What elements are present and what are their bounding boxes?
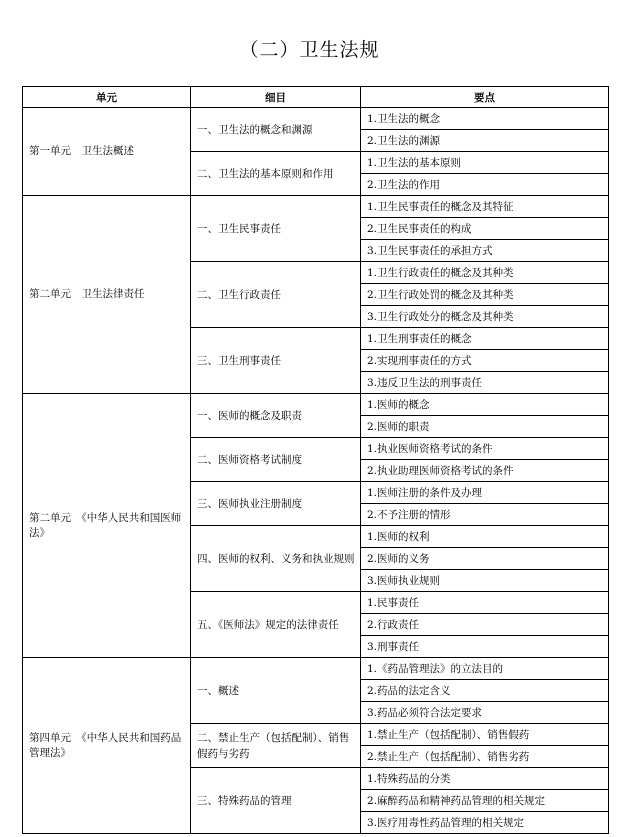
point-cell: 1.卫生法的概念	[361, 108, 609, 130]
point-cell: 1.医师的权利	[361, 526, 609, 548]
point-cell: 3.刑事责任	[361, 636, 609, 658]
point-cell: 2.行政责任	[361, 614, 609, 636]
table-header-row	[23, 87, 609, 108]
item-cell: 一、卫生民事责任	[191, 196, 361, 262]
point-cell: 1.执业医师资格考试的条件	[361, 438, 609, 460]
point-cell: 3.卫生民事责任的承担方式	[361, 240, 609, 262]
point-cell: 2.卫生法的作用	[361, 174, 609, 196]
item-cell: 三、卫生刑事责任	[191, 328, 361, 394]
point-cell: 1.医师注册的条件及办理	[361, 482, 609, 504]
unit-cell: 第一单元 卫生法概述	[23, 108, 191, 196]
point-cell: 2.禁止生产（包括配制）、销售劣药	[361, 746, 609, 768]
table-row	[23, 658, 609, 680]
point-cell: 2.麻醉药品和精神药品管理的相关规定	[361, 790, 609, 812]
point-cell: 2.卫生民事责任的构成	[361, 218, 609, 240]
unit-cell: 第二单元 《中华人民共和国医师法》	[23, 394, 191, 658]
point-cell: 1.卫生行政责任的概念及其种类	[361, 262, 609, 284]
item-cell: 二、禁止生产（包括配制）、销售假药与劣药	[191, 724, 361, 768]
point-cell: 2.实现刑事责任的方式	[361, 350, 609, 372]
point-cell: 1.医师的概念	[361, 394, 609, 416]
item-cell: 三、特殊药品的管理	[191, 768, 361, 834]
point-cell: 2.不予注册的情形	[361, 504, 609, 526]
point-cell: 1.卫生法的基本原则	[361, 152, 609, 174]
point-cell: 1.民事责任	[361, 592, 609, 614]
page-title: （二）卫生法规	[239, 39, 380, 61]
unit-cell: 第四单元 《中华人民共和国药品管理法》	[23, 658, 191, 834]
point-cell: 1.特殊药品的分类	[361, 768, 609, 790]
item-cell: 五、《医师法》规定的法律责任	[191, 592, 361, 658]
point-cell: 1.卫生民事责任的概念及其特征	[361, 196, 609, 218]
table-body	[23, 108, 609, 834]
header-points: 要点	[361, 87, 609, 108]
unit-cell: 第二单元 卫生法律责任	[23, 196, 191, 394]
point-cell: 1.《药品管理法》的立法目的	[361, 658, 609, 680]
table-row	[23, 196, 609, 218]
item-cell: 四、医师的权利、义务和执业规则	[191, 526, 361, 592]
point-cell: 3.卫生行政处分的概念及其种类	[361, 306, 609, 328]
point-cell: 2.医师的职责	[361, 416, 609, 438]
point-cell: 3.医师执业规则	[361, 570, 609, 592]
item-cell: 三、医师执业注册制度	[191, 482, 361, 526]
header-item: 细目	[191, 87, 361, 108]
point-cell: 1.禁止生产（包括配制）、销售假药	[361, 724, 609, 746]
item-cell: 一、概述	[191, 658, 361, 724]
point-cell: 2.医师的义务	[361, 548, 609, 570]
syllabus-table	[22, 86, 609, 834]
point-cell: 2.卫生法的渊源	[361, 130, 609, 152]
point-cell: 2.执业助理医师资格考试的条件	[361, 460, 609, 482]
point-cell: 3.医疗用毒性药品管理的相关规定	[361, 812, 609, 834]
item-cell: 二、卫生行政责任	[191, 262, 361, 328]
item-cell: 二、医师资格考试制度	[191, 438, 361, 482]
point-cell: 3.违反卫生法的刑事责任	[361, 372, 609, 394]
item-cell: 一、医师的概念及职责	[191, 394, 361, 438]
point-cell: 2.药品的法定含义	[361, 680, 609, 702]
item-cell: 二、卫生法的基本原则和作用	[191, 152, 361, 196]
point-cell: 2.卫生行政处罚的概念及其种类	[361, 284, 609, 306]
header-unit: 单元	[23, 87, 191, 108]
table-row	[23, 108, 609, 130]
item-cell: 一、卫生法的概念和渊源	[191, 108, 361, 152]
table-row	[23, 394, 609, 416]
point-cell: 3.药品必须符合法定要求	[361, 702, 609, 724]
point-cell: 1.卫生刑事责任的概念	[361, 328, 609, 350]
